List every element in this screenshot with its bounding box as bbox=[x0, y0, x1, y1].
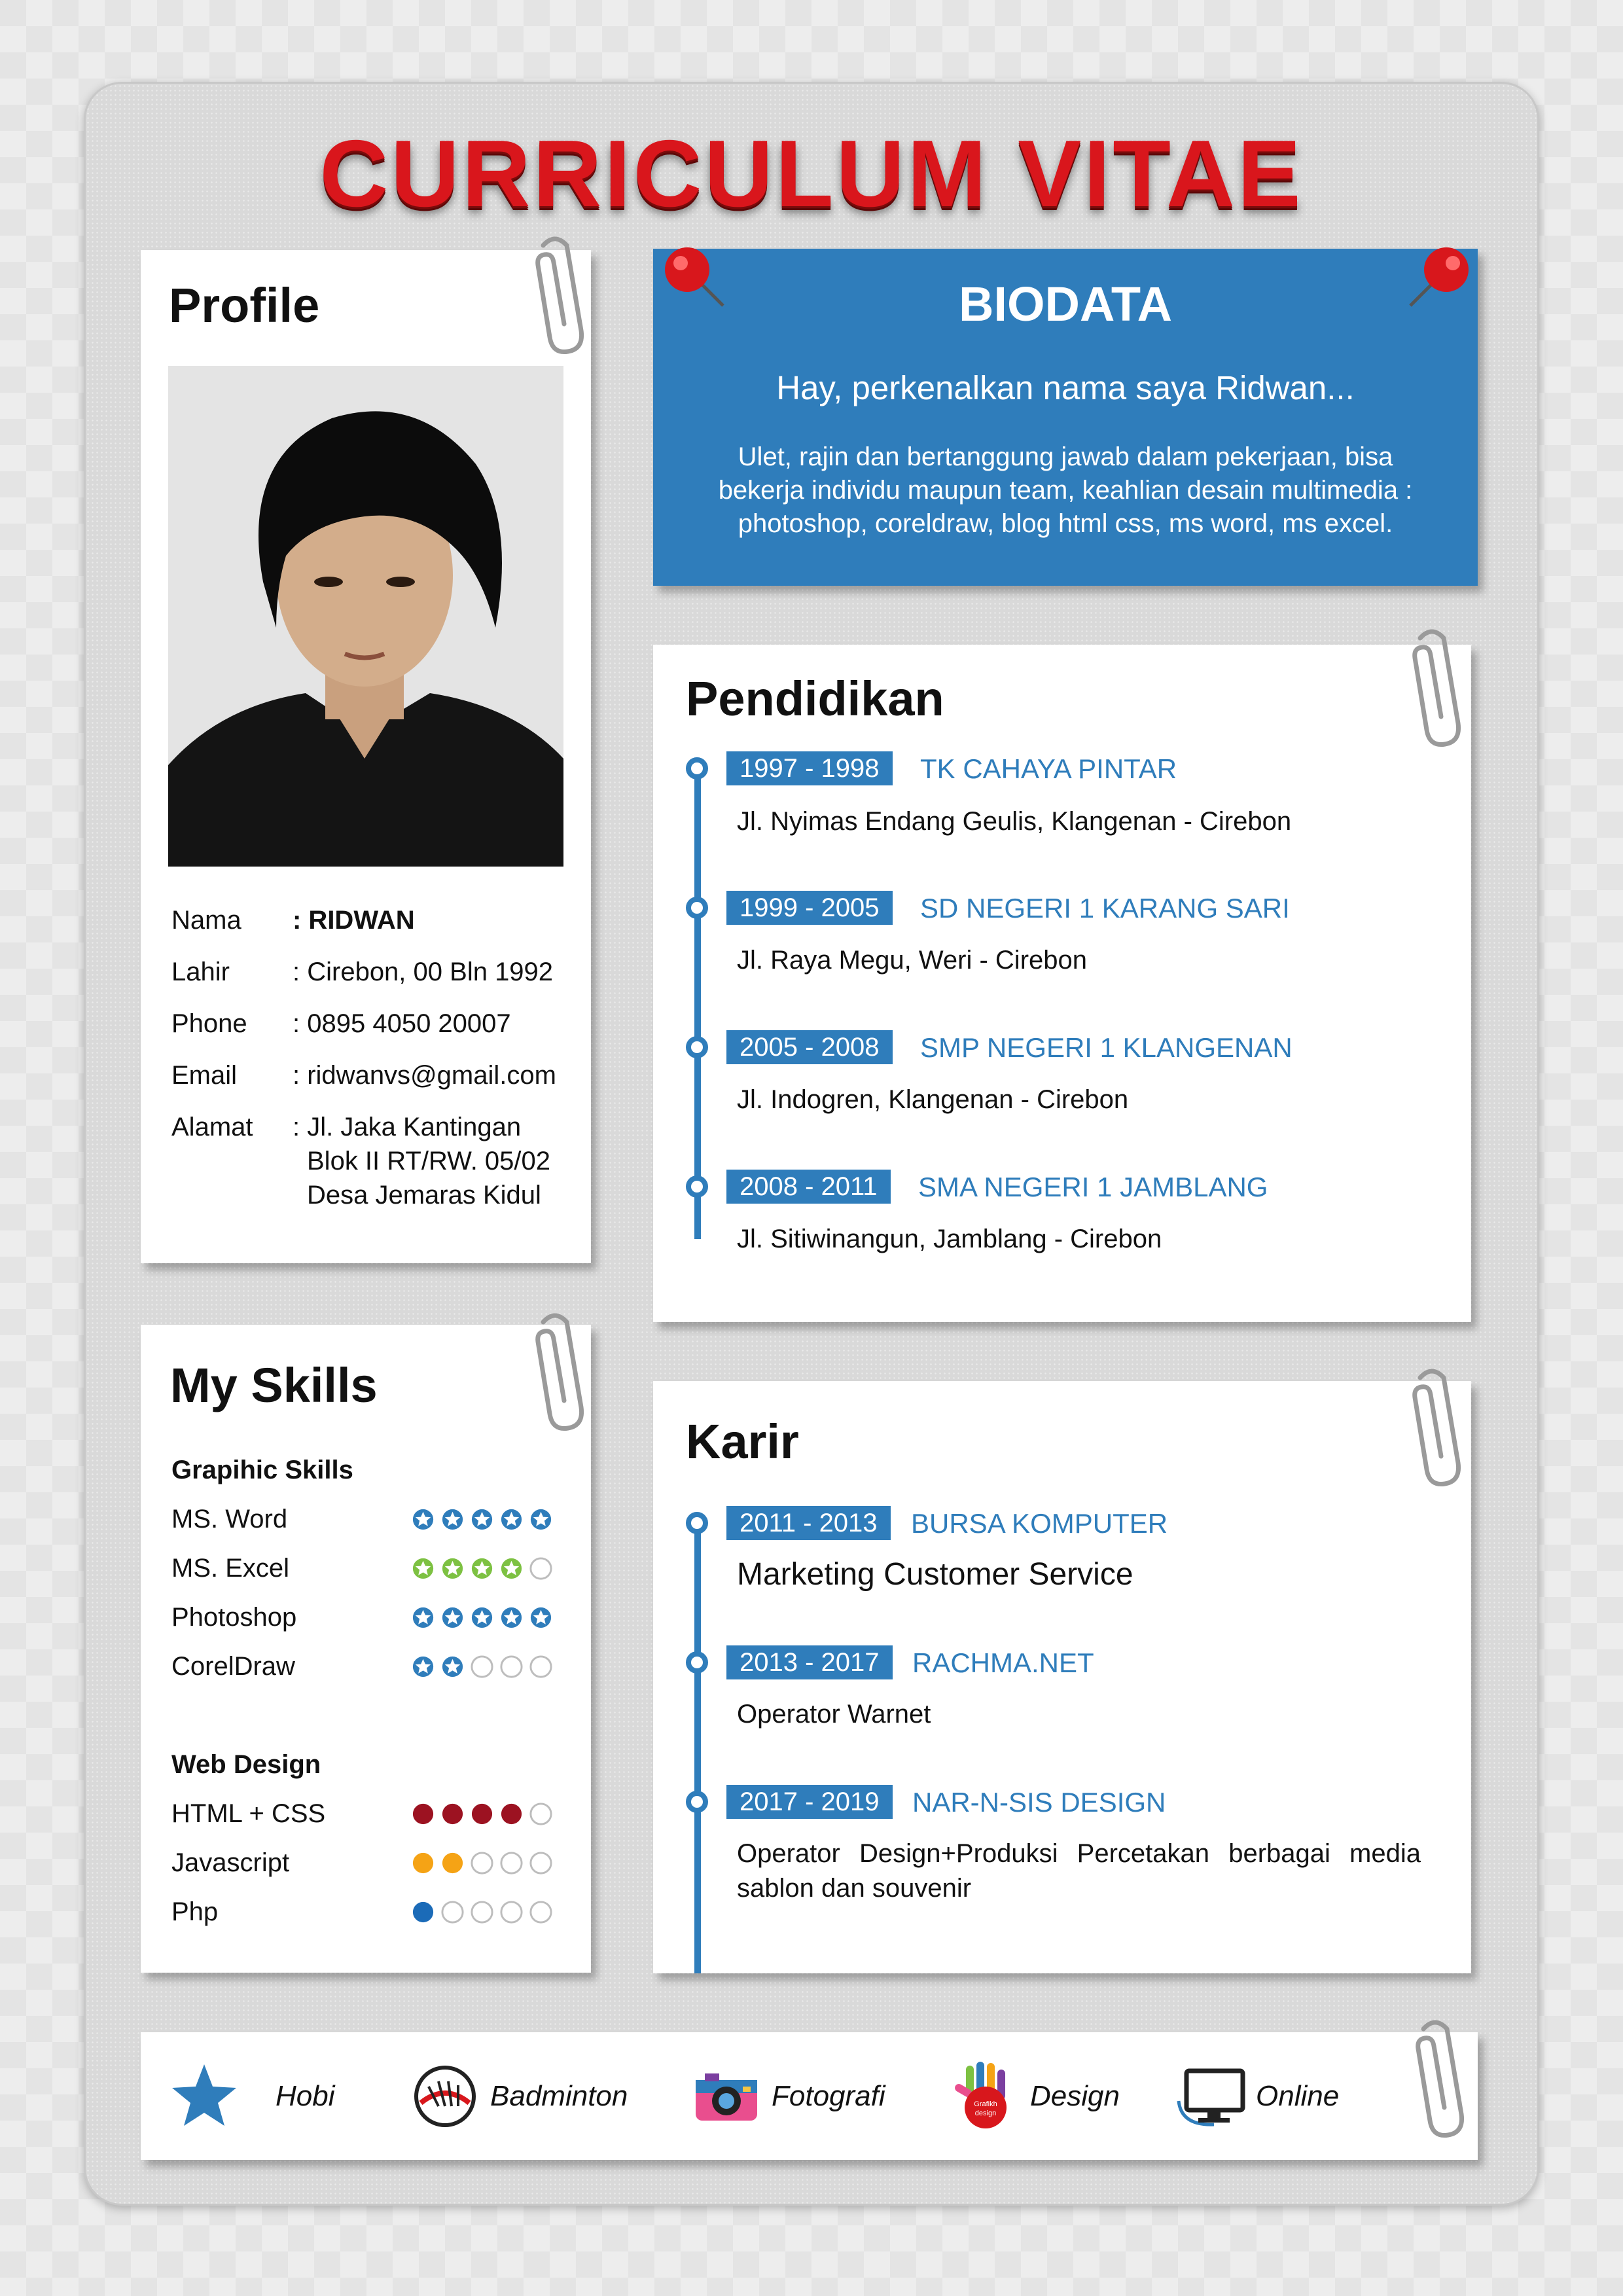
rating-filled-icon bbox=[499, 1556, 524, 1581]
rating-empty-icon bbox=[499, 1899, 524, 1925]
hobby-item-design bbox=[949, 2032, 1120, 2160]
paperclip-icon bbox=[1400, 625, 1463, 749]
paperclip-icon bbox=[524, 232, 586, 357]
field-value-line2: Blok II RT/RW. 05/02 bbox=[307, 1147, 551, 1175]
rating-filled-icon bbox=[528, 1507, 554, 1532]
rating-empty-icon bbox=[528, 1899, 554, 1925]
skills-heading: My Skills bbox=[170, 1358, 378, 1412]
field-label: Email bbox=[171, 1061, 238, 1090]
education-years: 1999 - 2005 bbox=[726, 891, 893, 925]
skill-name: MS. Excel bbox=[171, 1554, 290, 1583]
rating-filled-icon bbox=[440, 1654, 465, 1679]
profile-card bbox=[141, 250, 591, 1263]
career-role-line2: sablon dan souvenir bbox=[737, 1874, 972, 1903]
camera-icon bbox=[690, 2060, 762, 2132]
rating-filled-icon bbox=[499, 1801, 524, 1827]
rating-empty-icon bbox=[499, 1654, 524, 1679]
rating-filled-icon bbox=[469, 1507, 495, 1532]
hobby-item-badminton bbox=[409, 2032, 628, 2160]
paint-hand-icon bbox=[949, 2060, 1021, 2132]
rating-filled-icon bbox=[410, 1899, 436, 1925]
education-school: SMP NEGERI 1 KLANGENAN bbox=[920, 1032, 1293, 1063]
skill-rating bbox=[410, 1505, 554, 1534]
rating-filled-icon bbox=[410, 1850, 436, 1876]
biodata-greeting: Hay, perkenalkan nama saya Ridwan... bbox=[776, 369, 1355, 406]
career-company: RACHMA.NET bbox=[912, 1647, 1094, 1678]
page-title: CURRICULUM VITAE bbox=[319, 120, 1304, 226]
skill-name: MS. Word bbox=[171, 1505, 288, 1534]
education-years: 2008 - 2011 bbox=[726, 1170, 891, 1204]
rating-filled-icon bbox=[410, 1507, 436, 1532]
rating-empty-icon bbox=[528, 1556, 554, 1581]
rating-empty-icon bbox=[469, 1850, 495, 1876]
education-address: Jl. Sitiwinangun, Jamblang - Cirebon bbox=[737, 1225, 1162, 1253]
hobby-label: Hobi bbox=[276, 2079, 335, 2112]
field-value: : ridwanvs@gmail.com bbox=[293, 1061, 556, 1090]
rating-empty-icon bbox=[528, 1654, 554, 1679]
hobby-label: Online bbox=[1256, 2079, 1340, 2112]
pushpin-icon bbox=[661, 243, 733, 315]
svg-text:Grafikh: Grafikh bbox=[974, 2100, 997, 2108]
rating-filled-icon bbox=[410, 1556, 436, 1581]
skill-name: Photoshop bbox=[171, 1603, 297, 1632]
rating-empty-icon bbox=[528, 1850, 554, 1876]
education-school: SMA NEGERI 1 JAMBLANG bbox=[918, 1172, 1268, 1202]
career-role: Operator Warnet bbox=[737, 1700, 931, 1729]
hobby-label: Badminton bbox=[490, 2079, 628, 2112]
profile-heading: Profile bbox=[169, 278, 320, 332]
field-value: : Jl. Jaka Kantingan bbox=[293, 1113, 522, 1141]
career-heading: Karir bbox=[686, 1414, 799, 1469]
rating-filled-icon bbox=[410, 1801, 436, 1827]
rating-filled-icon bbox=[499, 1605, 524, 1630]
timeline-line bbox=[694, 1522, 701, 1973]
hobby-bar bbox=[141, 2032, 1478, 2160]
career-years: 2013 - 2017 bbox=[726, 1645, 893, 1679]
skill-rating bbox=[410, 1799, 554, 1828]
star-icon bbox=[168, 2060, 240, 2132]
timeline-dot bbox=[686, 1512, 708, 1534]
timeline-dot bbox=[686, 1036, 708, 1058]
rating-filled-icon bbox=[440, 1801, 465, 1827]
education-years: 1997 - 1998 bbox=[726, 751, 893, 785]
rating-filled-icon bbox=[440, 1850, 465, 1876]
rating-filled-icon bbox=[528, 1605, 554, 1630]
paperclip-icon bbox=[1400, 1365, 1463, 1489]
hobby-label: Design bbox=[1030, 2079, 1120, 2112]
rating-empty-icon bbox=[469, 1654, 495, 1679]
career-company: BURSA KOMPUTER bbox=[911, 1508, 1168, 1539]
biodata-description: Ulet, rajin dan bertanggung jawab dalam pekerjaan, bisa bekerja individu maupun team, keahlian desain multimedia : photoshop, coreldraw, blog html css, ms word, ms excel. bbox=[718, 442, 1413, 538]
hobby-item-online bbox=[1175, 2032, 1339, 2160]
rating-filled-icon bbox=[469, 1605, 495, 1630]
skill-name: CorelDraw bbox=[171, 1652, 295, 1681]
field-label: Alamat bbox=[171, 1113, 253, 1141]
paperclip-icon bbox=[524, 1309, 586, 1433]
profile-photo bbox=[168, 366, 563, 867]
timeline-dot bbox=[686, 1791, 708, 1813]
skill-rating bbox=[410, 1554, 554, 1583]
field-value: : RIDWAN bbox=[293, 906, 415, 935]
monitor-icon bbox=[1175, 2060, 1247, 2132]
rating-filled-icon bbox=[440, 1507, 465, 1532]
education-card bbox=[653, 645, 1471, 1322]
timeline-dot bbox=[686, 897, 708, 919]
education-heading: Pendidikan bbox=[686, 672, 944, 726]
career-role: Marketing Customer Service bbox=[737, 1557, 1133, 1592]
timeline-line bbox=[694, 766, 701, 1239]
career-years: 2017 - 2019 bbox=[726, 1785, 893, 1819]
field-value-line3: Desa Jemaras Kidul bbox=[307, 1181, 541, 1210]
skill-rating bbox=[410, 1897, 554, 1926]
career-years: 2011 - 2013 bbox=[726, 1506, 891, 1540]
education-address: Jl. Indogren, Klangenan - Cirebon bbox=[737, 1085, 1129, 1114]
field-label: Phone bbox=[171, 1009, 247, 1038]
career-role: Operator Design+Produksi Percetakan berbagai media bbox=[737, 1839, 1421, 1868]
timeline-dot bbox=[686, 757, 708, 780]
skill-name: Javascript bbox=[171, 1848, 290, 1877]
education-school: TK CAHAYA PINTAR bbox=[920, 753, 1177, 784]
rating-empty-icon bbox=[440, 1899, 465, 1925]
paperclip-icon bbox=[1404, 2016, 1466, 2140]
rating-filled-icon bbox=[440, 1556, 465, 1581]
svg-text:design: design bbox=[974, 2109, 997, 2117]
skill-rating bbox=[410, 1652, 554, 1681]
biodata-heading: BIODATA bbox=[958, 277, 1173, 331]
skill-name: HTML + CSS bbox=[171, 1799, 326, 1828]
rating-filled-icon bbox=[410, 1654, 436, 1679]
graphic-skills-heading: Grapihic Skills bbox=[171, 1456, 353, 1484]
field-value: : 0895 4050 20007 bbox=[293, 1009, 511, 1038]
timeline-dot bbox=[686, 1651, 708, 1674]
rating-empty-icon bbox=[469, 1899, 495, 1925]
hobby-item-hobi bbox=[168, 2032, 335, 2160]
badminton-icon bbox=[409, 2060, 481, 2132]
skill-rating bbox=[410, 1603, 554, 1632]
hobby-label: Fotografi bbox=[772, 2079, 885, 2112]
skill-rating bbox=[410, 1848, 554, 1877]
career-card bbox=[653, 1381, 1471, 1973]
biodata-card bbox=[653, 249, 1478, 586]
rating-filled-icon bbox=[410, 1605, 436, 1630]
education-school: SD NEGERI 1 KARANG SARI bbox=[920, 893, 1290, 924]
rating-empty-icon bbox=[499, 1850, 524, 1876]
web-design-heading: Web Design bbox=[171, 1750, 321, 1779]
pushpin-icon bbox=[1400, 243, 1472, 315]
field-label: Lahir bbox=[171, 958, 230, 986]
field-value: : Cirebon, 00 Bln 1992 bbox=[293, 958, 554, 986]
education-years: 2005 - 2008 bbox=[726, 1030, 893, 1064]
rating-empty-icon bbox=[528, 1801, 554, 1827]
rating-filled-icon bbox=[440, 1605, 465, 1630]
career-company: NAR-N-SIS DESIGN bbox=[912, 1787, 1166, 1818]
hobby-item-fotografi bbox=[690, 2032, 885, 2160]
timeline-dot bbox=[686, 1175, 708, 1198]
rating-filled-icon bbox=[469, 1801, 495, 1827]
education-address: Jl. Nyimas Endang Geulis, Klangenan - Cirebon bbox=[737, 807, 1292, 836]
rating-filled-icon bbox=[499, 1507, 524, 1532]
education-address: Jl. Raya Megu, Weri - Cirebon bbox=[737, 946, 1087, 975]
rating-filled-icon bbox=[469, 1556, 495, 1581]
field-label: Nama bbox=[171, 906, 241, 935]
skill-name: Php bbox=[171, 1897, 219, 1926]
